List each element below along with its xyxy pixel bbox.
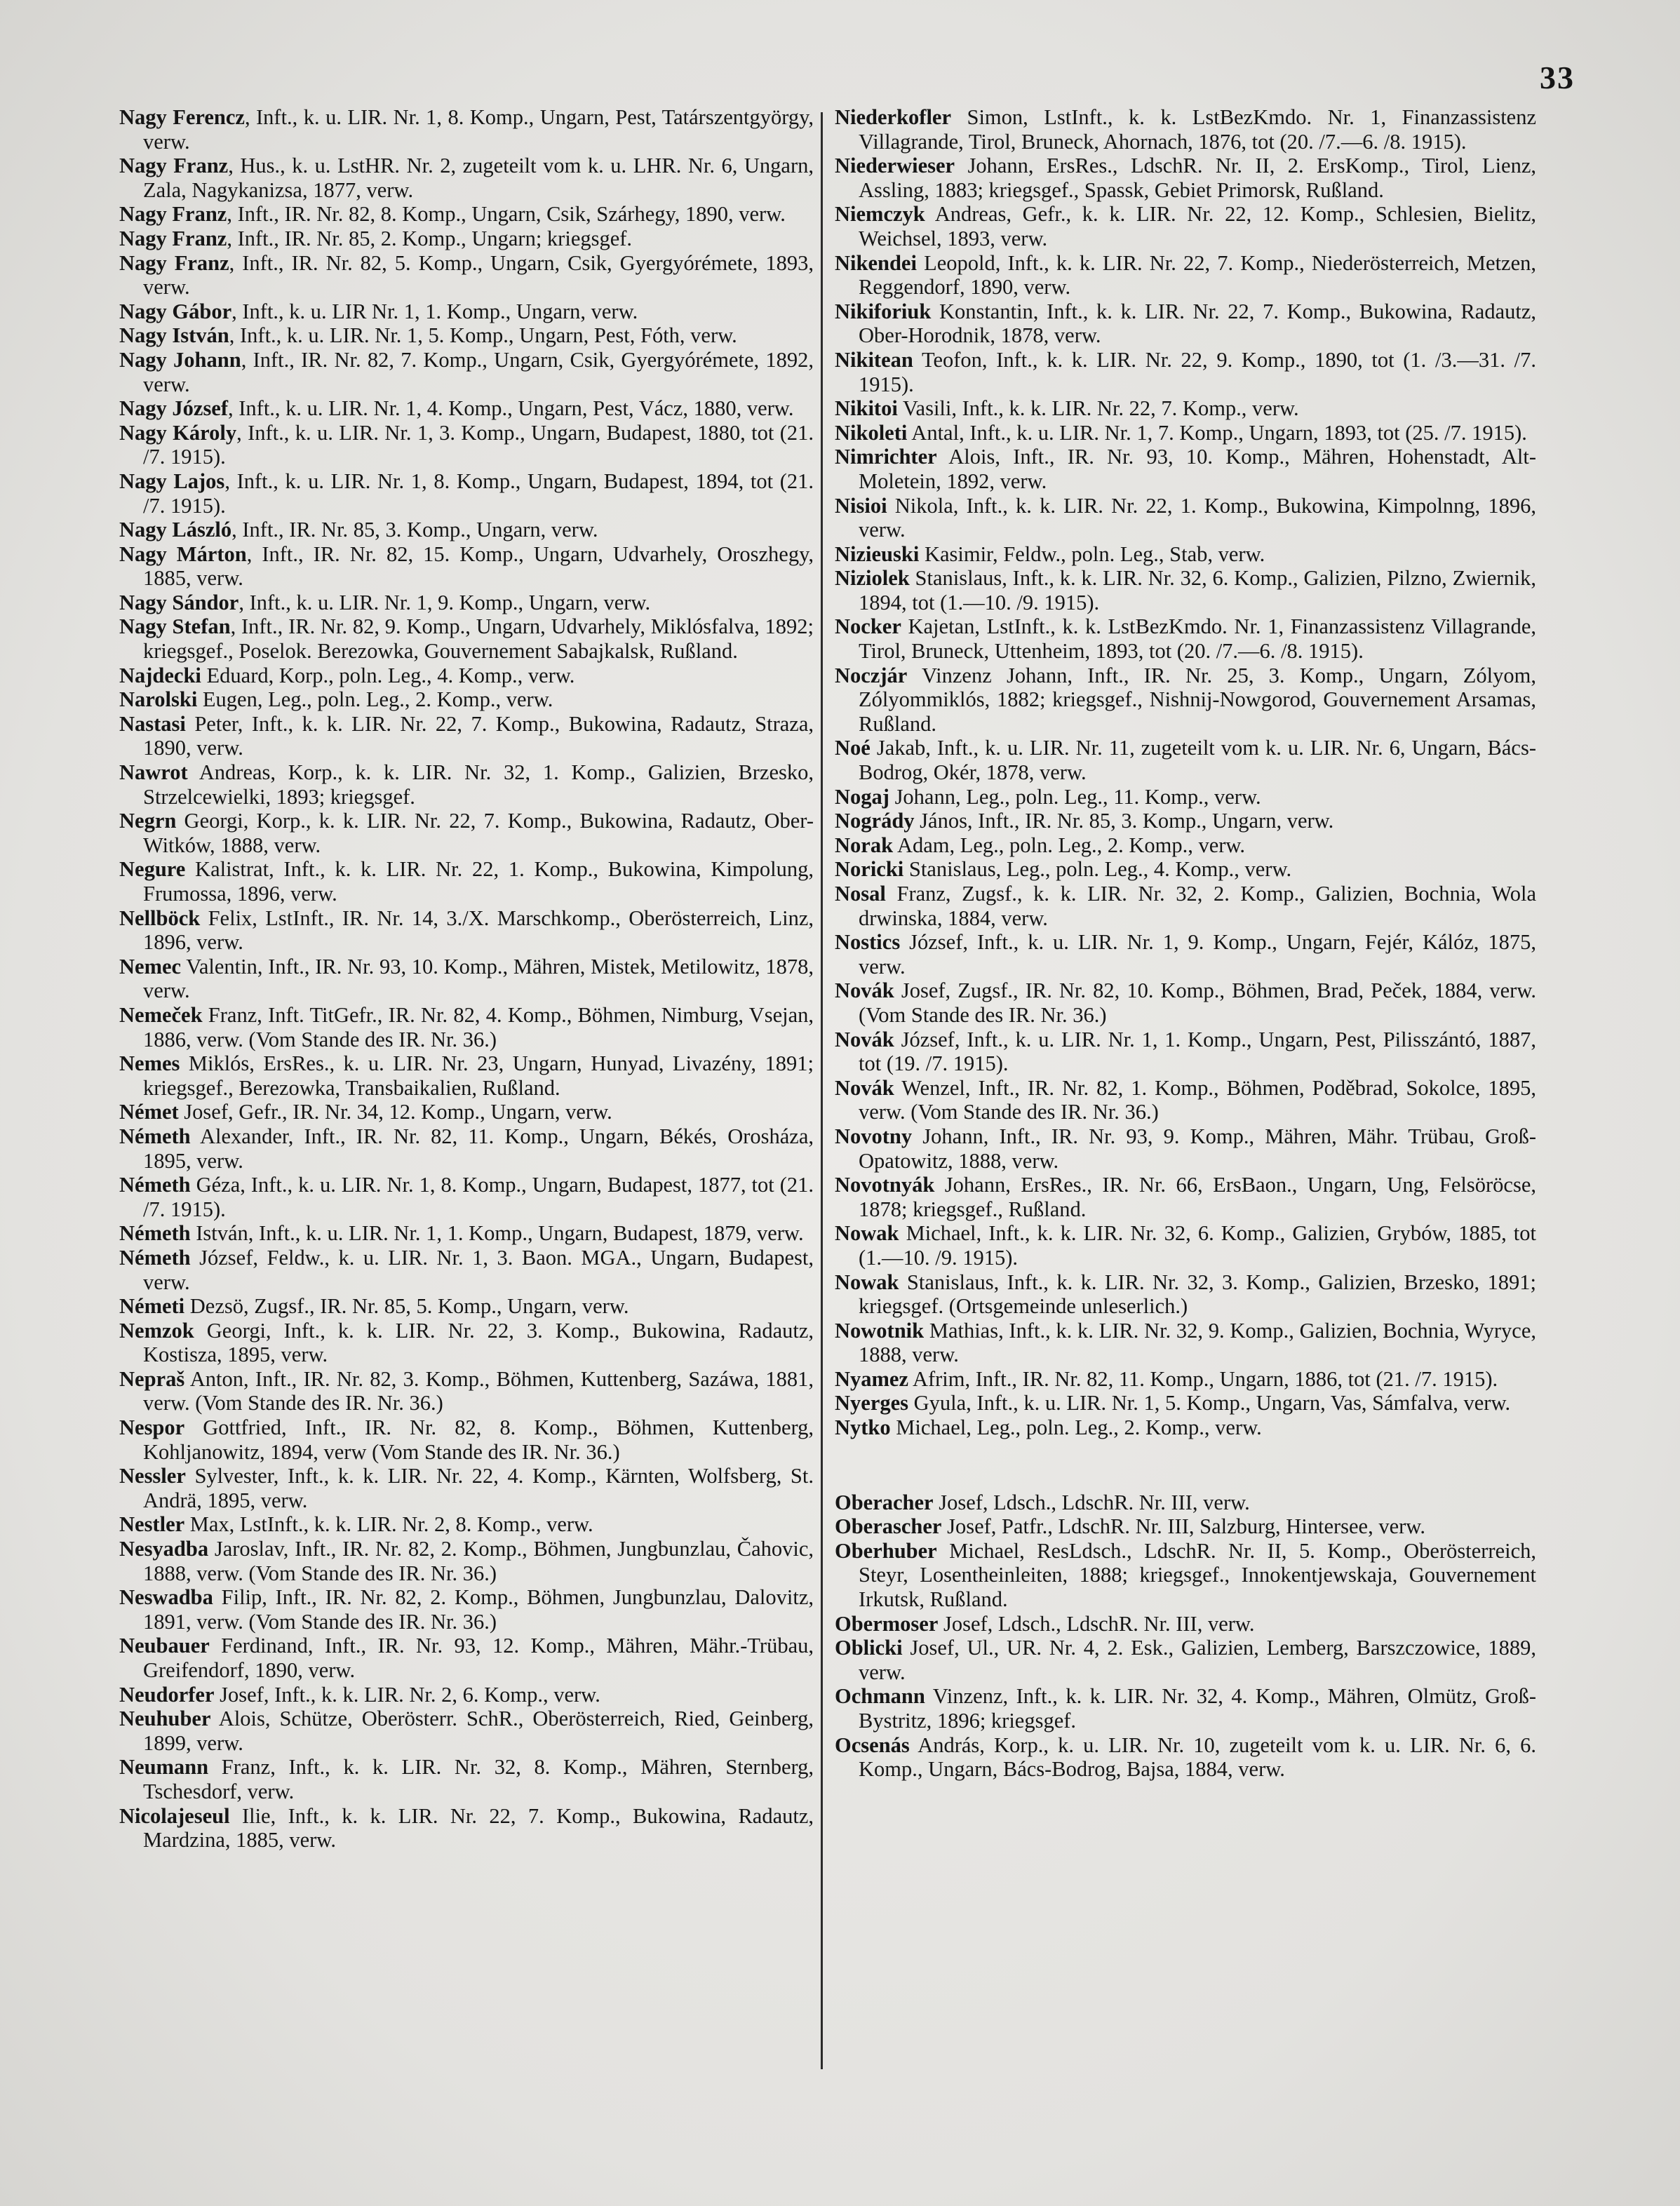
entry-details: Teofon, Inft., k. k. LIR. Nr. 22, 9. Komp., 1890, tot (1. /3.—31. /7. 1915).	[859, 347, 1536, 396]
entry-details: Konstantin, Inft., k. k. LIR. Nr. 22, 7. Komp., Bukowina, Radautz, Ober-Horodnik, 1878, verw.	[859, 299, 1536, 348]
entry-details: Kalistrat, Inft., k. k. LIR. Nr. 22, 1. Komp., Bukowina, Kimpolung, Frumossa, 1896, verw.	[143, 857, 814, 906]
entry-details: Andreas, Gefr., k. k. LIR. Nr. 22, 12. Komp., Schlesien, Bielitz, Weichsel, 1893, verw.	[859, 202, 1536, 250]
entry-surname: Németh	[119, 1124, 191, 1148]
entry-details: , Inft., IR. Nr. 82, 15. Komp., Ungarn, Udvarhely, Oroszhegy, 1885, verw.	[143, 542, 814, 591]
right-column-o-entries	[835, 1491, 1536, 1782]
entry-details: , Inft., k. u. LIR. Nr. 1, 9. Komp., Ungarn, verw.	[238, 590, 651, 614]
entry-details: Felix, LstInft., IR. Nr. 14, 3./X. Marschkomp., Oberösterreich, Linz, 1896, verw.	[143, 906, 814, 955]
register-entry	[119, 1051, 814, 1100]
entry-details: Eduard, Korp., poln. Leg., 4. Komp., verw.	[201, 663, 575, 687]
register-entry	[119, 1537, 814, 1585]
entry-surname: Negure	[119, 857, 186, 882]
register-entry	[835, 445, 1536, 493]
entry-surname: Nagy Stefan	[119, 614, 231, 639]
entry-details: , Inft., k. u. LIR. Nr. 1, 5. Komp., Ungarn, Pest, Fóth, verw.	[229, 323, 737, 348]
register-entry	[119, 251, 814, 300]
right-column	[835, 105, 1536, 1782]
page-number: 33	[1540, 60, 1575, 95]
register-entry	[835, 1491, 1536, 1515]
entry-details: Mathias, Inft., k. k. LIR. Nr. 32, 9. Komp., Galizien, Bochnia, Wyryce, 1888, verw.	[859, 1318, 1536, 1367]
entry-details: , Inft., k. u. LIR. Nr. 1, 4. Komp., Ungarn, Pest, Vácz, 1880, verw.	[228, 396, 794, 421]
column-divider	[821, 112, 823, 2069]
entry-details: Anton, Inft., IR. Nr. 82, 3. Komp., Böhmen, Kuttenberg, Sazáwa, 1881, verw. (Vom Stande des IR. Nr. 36.)	[143, 1366, 814, 1415]
register-entry	[835, 1319, 1536, 1367]
register-entry	[119, 712, 814, 760]
entry-details: , Inft., IR. Nr. 82, 8. Komp., Ungarn, Csik, Szárhegy, 1890, verw.	[227, 202, 786, 227]
register-entry	[119, 1319, 814, 1367]
register-entry	[835, 882, 1536, 930]
register-entry	[119, 105, 814, 154]
entry-details: Josef, Zugsf., IR. Nr. 82, 10. Komp., Böhmen, Brad, Peček, 1884, verw. (Vom Stande des IR. Nr. 36.)	[859, 978, 1536, 1027]
register-entry	[835, 1221, 1536, 1270]
entry-surname: Nemes	[119, 1051, 180, 1076]
entry-surname: Németh	[119, 1245, 191, 1270]
entry-surname: Oberascher	[835, 1514, 942, 1539]
entry-details: Stanislaus, Inft., k. k. LIR. Nr. 32, 3. Komp., Galizien, Brzesko, 1891; kriegsgef. (Ortsgemeinde unleserlich.)	[859, 1270, 1536, 1319]
entry-surname: Ocsenás	[835, 1733, 910, 1757]
entry-surname: Obermoser	[835, 1611, 939, 1636]
entry-surname: Nikoleti	[835, 420, 908, 445]
entry-details: , Inft., k. u. LIR. Nr. 1, 3. Komp., Ungarn, Budapest, 1880, tot (21. /7. 1915).	[143, 420, 814, 469]
register-entry	[835, 809, 1536, 833]
register-entry	[119, 1464, 814, 1512]
entry-surname: Niederkofler	[835, 105, 951, 129]
entry-details: , Hus., k. u. LstHR. Nr. 2, zugeteilt vom k. u. LHR. Nr. 6, Ungarn, Zala, Nagykanizsa, 1877, verw.	[143, 154, 814, 202]
register-entry	[119, 1512, 814, 1537]
register-entry	[119, 1246, 814, 1294]
entry-details: Ilie, Inft., k. k. LIR. Nr. 22, 7. Komp., Bukowina, Radautz, Mardzina, 1885, verw.	[143, 1803, 814, 1852]
entry-surname: Nessler	[119, 1464, 186, 1488]
entry-surname: Nikiforiuk	[835, 299, 932, 323]
register-entry	[119, 227, 814, 251]
entry-details: Sylvester, Inft., k. k. LIR. Nr. 22, 4. Komp., Kärnten, Wolfsberg, St. Andrä, 1895, verw.	[143, 1464, 814, 1512]
entry-details: Max, LstInft., k. k. LIR. Nr. 2, 8. Komp., verw.	[184, 1512, 593, 1537]
entry-surname: Oberacher	[835, 1490, 934, 1514]
entry-surname: Nagy Franz	[119, 202, 227, 227]
entry-details: András, Korp., k. u. LIR. Nr. 10, zugeteilt vom k. u. LIR. Nr. 6, 6. Komp., Ungarn, Bács-Bodrog, Bajsa, 1884, verw.	[859, 1733, 1536, 1782]
section-gap	[835, 1440, 1536, 1491]
entry-surname: Nemzok	[119, 1318, 194, 1343]
entry-details: Josef, Inft., k. k. LIR. Nr. 2, 6. Komp., verw.	[214, 1682, 600, 1707]
register-entry	[835, 1124, 1536, 1173]
register-entry	[835, 1636, 1536, 1684]
register-entry	[835, 978, 1536, 1027]
entry-details: , Inft., k. u. LIR. Nr. 1, 8. Komp., Ungarn, Pest, Tatárszentgyörgy, verw.	[143, 105, 814, 154]
entry-surname: Ochmann	[835, 1684, 925, 1709]
entry-surname: Nagy Lajos	[119, 469, 225, 493]
entry-surname: Nagy István	[119, 323, 229, 348]
register-entry	[835, 251, 1536, 300]
entry-details: , Inft., IR. Nr. 82, 7. Komp., Ungarn, Csik, Gyergyórémete, 1892, verw.	[143, 347, 814, 396]
entry-surname: Nimrichter	[835, 445, 937, 469]
register-entry	[119, 1683, 814, 1707]
entry-surname: Norak	[835, 833, 894, 857]
register-entry	[835, 300, 1536, 348]
entry-details: Franz, Zugsf., k. k. LIR. Nr. 32, 2. Komp., Galizien, Bochnia, Wola drwinska, 1884, verw.	[859, 882, 1536, 930]
register-entry	[835, 105, 1536, 154]
register-entry	[835, 785, 1536, 809]
entry-surname: Nikitoi	[835, 396, 898, 421]
entry-details: , Inft., IR. Nr. 85, 3. Komp., Ungarn, verw.	[231, 518, 598, 542]
entry-details: , Inft., k. u. LIR Nr. 1, 1. Komp., Ungarn, verw.	[231, 299, 638, 323]
entry-surname: Nicolajeseul	[119, 1803, 230, 1828]
register-entry	[835, 494, 1536, 542]
register-entry	[835, 614, 1536, 663]
register-entry	[119, 154, 814, 202]
entry-surname: Novák	[835, 1027, 894, 1051]
entry-details: Miklós, ErsRes., k. u. LIR. Nr. 23, Ungarn, Hunyad, Livazény, 1891; kriegsgef., Berezowka, Transbaikalien, Rußland.	[143, 1051, 814, 1100]
entry-surname: Nawrot	[119, 760, 188, 785]
entry-surname: Neubauer	[119, 1634, 210, 1658]
entry-details: Johann, ErsRes., LdschR. Nr. II, 2. ErsKomp., Tirol, Lienz, Assling, 1883; kriegsgef., Spassk, Gebiet Primorsk, Rußland.	[859, 154, 1536, 202]
entry-surname: Nesyadba	[119, 1537, 209, 1561]
entry-details: Josef, Patfr., LdschR. Nr. III, Salzburg, Hintersee, verw.	[941, 1514, 1425, 1539]
register-entry	[835, 664, 1536, 737]
entry-details: Kajetan, LstInft., k. k. LstBezKmdo. Nr. 1, Finanzassistenz Villagrande, Tirol, Bruneck, Uttenheim, 1893, tot (20. /7.—6. /8. 1915).	[859, 614, 1536, 664]
entry-surname: Nikendei	[835, 250, 917, 275]
register-entry	[835, 1270, 1536, 1319]
entry-details: , Inft., k. u. LIR. Nr. 1, 8. Komp., Ungarn, Budapest, 1894, tot (21. /7. 1915).	[143, 469, 814, 518]
entry-surname: Nemec	[119, 954, 182, 978]
entry-surname: Novotnyák	[835, 1173, 935, 1197]
entry-details: Leopold, Inft., k. k. LIR. Nr. 22, 7. Komp., Niederösterreich, Metzen, Reggendorf, 1890, verw.	[859, 250, 1536, 300]
register-entry	[119, 664, 814, 688]
entry-details: Georgi, Inft., k. k. LIR. Nr. 22, 3. Komp., Bukowina, Radautz, Kostisza, 1895, verw.	[143, 1318, 814, 1367]
register-entry	[119, 1124, 814, 1173]
register-entry	[119, 760, 814, 809]
register-entry	[835, 930, 1536, 978]
register-entry	[835, 1539, 1536, 1612]
register-entry	[119, 687, 814, 712]
entry-surname: Nowak	[835, 1221, 899, 1246]
right-column-n-entries	[835, 105, 1536, 1440]
entry-surname: Oberhuber	[835, 1538, 937, 1563]
entry-details: Michael, ResLdsch., LdschR. Nr. II, 5. Komp., Oberösterreich, Steyr, Losentheinleiten, 1888; kriegsgef., Innokentjewskaja, Gouvernement Irkutsk, Rußland.	[859, 1538, 1536, 1612]
register-entry	[835, 202, 1536, 250]
register-entry	[119, 1755, 814, 1803]
entry-surname: Nagy József	[119, 396, 229, 421]
register-entry	[119, 1804, 814, 1852]
entry-surname: Nagy Sándor	[119, 590, 239, 614]
register-entry	[119, 955, 814, 1003]
entry-details: Josef, Ul., UR. Nr. 4, 2. Esk., Galizien, Lemberg, Barszczowice, 1889, verw.	[859, 1636, 1536, 1684]
register-entry	[119, 469, 814, 518]
register-entry	[119, 1367, 814, 1415]
entry-details: Alexander, Inft., IR. Nr. 82, 11. Komp., Ungarn, Békés, Orosháza, 1895, verw.	[143, 1124, 814, 1173]
entry-surname: Nytko	[835, 1415, 891, 1440]
register-entry	[835, 1733, 1536, 1782]
register-entry	[119, 1707, 814, 1755]
entry-surname: Niziolek	[835, 566, 910, 591]
entry-surname: Nosal	[835, 882, 886, 906]
register-entry	[835, 1028, 1536, 1076]
entry-surname: Nostics	[835, 930, 901, 955]
entry-surname: Oblicki	[835, 1636, 903, 1660]
entry-details: , Inft., IR. Nr. 82, 5. Komp., Ungarn, Csik, Gyergyórémete, 1893, verw.	[143, 250, 814, 300]
entry-details: Dezsö, Zugsf., IR. Nr. 85, 5. Komp., Ungarn, verw.	[184, 1294, 629, 1319]
entry-details: Nikola, Inft., k. k. LIR. Nr. 22, 1. Komp., Bukowina, Kimpolnng, 1896, verw.	[859, 493, 1536, 542]
entry-surname: Nisioi	[835, 493, 887, 518]
register-entry	[119, 396, 814, 421]
register-entry	[119, 348, 814, 396]
entry-surname: Narolski	[119, 687, 198, 712]
register-entry	[119, 906, 814, 955]
entry-details: Vinzenz Johann, Inft., IR. Nr. 25, 3. Komp., Ungarn, Zólyom, Zólyommiklós, 1882; kriegsgef., Nishnij-Nowgorod, Gouvernement Arsamas, Rußland.	[859, 663, 1536, 736]
entry-surname: Németi	[119, 1294, 185, 1319]
entry-surname: Nagy Franz	[119, 154, 229, 178]
entry-surname: Novotny	[835, 1124, 913, 1148]
register-entry	[119, 1294, 814, 1319]
register-entry	[835, 154, 1536, 202]
entry-details: Stanislaus, Inft., k. k. LIR. Nr. 32, 6. Komp., Galizien, Pilzno, Zwiernik, 1894, tot (1.—10. /9. 1915).	[859, 566, 1536, 614]
entry-details: Vinzenz, Inft., k. k. LIR. Nr. 32, 4. Komp., Mähren, Olmütz, Groß-Bystritz, 1896; kriegsgef.	[859, 1684, 1536, 1733]
register-entry	[119, 809, 814, 857]
entry-surname: Nepraš	[119, 1366, 185, 1391]
entry-details: Josef, Ldsch., LdschR. Nr. III, verw.	[933, 1490, 1250, 1514]
entry-surname: Nogrády	[835, 809, 915, 833]
entry-details: József, Feldw., k. u. LIR. Nr. 1, 3. Baon. MGA., Ungarn, Budapest, verw.	[143, 1245, 814, 1294]
entry-surname: Neumann	[119, 1755, 209, 1780]
entry-surname: Németh	[119, 1173, 191, 1197]
register-entry	[119, 1585, 814, 1634]
register-entry	[835, 1076, 1536, 1124]
entry-surname: Nagy Károly	[119, 420, 237, 445]
entry-details: Andreas, Korp., k. k. LIR. Nr. 32, 1. Komp., Galizien, Brzesko, Strzelcewielki, 1893; kriegsgef.	[143, 760, 814, 809]
register-entry	[119, 591, 814, 615]
entry-details: Vasili, Inft., k. k. LIR. Nr. 22, 7. Komp., verw.	[897, 396, 1299, 421]
entry-details: Johann, Inft., IR. Nr. 93, 9. Komp., Mähren, Mähr. Trübau, Groß-Opatowitz, 1888, verw.	[859, 1124, 1536, 1173]
entry-details: , Inft., IR. Nr. 85, 2. Komp., Ungarn; kriegsgef.	[227, 226, 633, 250]
entry-surname: Novák	[835, 1075, 894, 1100]
entry-details: Adam, Leg., poln. Leg., 2. Komp., verw.	[893, 833, 1246, 857]
register-entry	[119, 518, 814, 542]
entry-details: Michael, Leg., poln. Leg., 2. Komp., verw.	[890, 1415, 1262, 1440]
entry-surname: Nastasi	[119, 711, 186, 736]
entry-surname: Nyerges	[835, 1391, 909, 1415]
register-entry	[835, 1367, 1536, 1392]
register-entry	[835, 542, 1536, 567]
entry-details: Georgi, Korp., k. k. LIR. Nr. 22, 7. Komp., Bukowina, Radautz, Ober-Witków, 1888, verw.	[143, 809, 814, 857]
entry-details: Antal, Inft., k. u. LIR. Nr. 1, 7. Komp., Ungarn, 1893, tot (25. /7. 1915).	[907, 420, 1527, 445]
entry-surname: Najdecki	[119, 663, 201, 687]
entry-surname: Negrn	[119, 809, 177, 833]
entry-details: Jakab, Inft., k. u. LIR. Nr. 11, zugeteilt vom k. u. LIR. Nr. 6, Ungarn, Bács-Bodrog, Okér, 1878, verw.	[859, 736, 1536, 785]
register-entry	[835, 1173, 1536, 1221]
entry-details: József, Inft., k. u. LIR. Nr. 1, 1. Komp., Ungarn, Pest, Pilisszántó, 1887, tot (19. /7. 1915).	[859, 1027, 1536, 1076]
entry-details: Stanislaus, Leg., poln. Leg., 4. Komp., verw.	[903, 857, 1292, 882]
register-entry	[835, 857, 1536, 882]
entry-surname: Nagy Gábor	[119, 299, 232, 323]
register-entry	[835, 1684, 1536, 1733]
entry-surname: Novák	[835, 978, 894, 1003]
entry-details: Valentin, Inft., IR. Nr. 93, 10. Komp., Mähren, Mistek, Metilowitz, 1878, verw.	[143, 954, 814, 1003]
register-entry	[835, 348, 1536, 396]
entry-surname: Nespor	[119, 1415, 185, 1440]
entry-details: Simon, LstInft., k. k. LstBezKmdo. Nr. 1, Finanzassistenz Villagrande, Tirol, Bruneck, Ahornach, 1876, tot (20. /7.—6. /8. 1915).	[859, 105, 1536, 154]
entry-surname: Nikitean	[835, 347, 913, 372]
entry-surname: Noricki	[835, 857, 904, 882]
entry-details: Peter, Inft., k. k. LIR. Nr. 22, 7. Komp., Bukowina, Radautz, Straza, 1890, verw.	[143, 711, 814, 760]
entry-surname: Nocker	[835, 614, 901, 639]
register-entry	[835, 833, 1536, 858]
entry-details: Johann, Leg., poln. Leg., 11. Komp., verw.	[889, 784, 1261, 809]
register-entry	[119, 1415, 814, 1464]
entry-details: Franz, Inft., k. k. LIR. Nr. 32, 8. Komp., Mähren, Sternberg, Tschesdorf, verw.	[143, 1755, 814, 1803]
register-entry	[835, 396, 1536, 421]
register-entry	[119, 542, 814, 591]
entry-surname: Nagy Márton	[119, 542, 247, 566]
entry-surname: Nizieuski	[835, 542, 920, 566]
entry-details: Géza, Inft., k. u. LIR. Nr. 1, 8. Komp., Ungarn, Budapest, 1877, tot (21. /7. 1915).	[143, 1173, 814, 1221]
entry-details: Alois, Schütze, Oberösterr. SchR., Oberösterreich, Ried, Geinberg, 1899, verw.	[143, 1707, 814, 1755]
entry-surname: Nestler	[119, 1512, 185, 1537]
register-entry	[835, 1612, 1536, 1636]
register-entry	[835, 1391, 1536, 1415]
register-entry	[119, 1221, 814, 1246]
register-entry	[119, 614, 814, 663]
entry-surname: Nagy Franz	[119, 226, 227, 250]
entry-surname: Németh	[119, 1221, 191, 1246]
entry-details: Eugen, Leg., poln. Leg., 2. Komp., verw.	[197, 687, 553, 712]
entry-details: Afrim, Inft., IR. Nr. 82, 11. Komp., Ungarn, 1886, tot (21. /7. 1915).	[908, 1366, 1498, 1391]
entry-surname: Niemczyk	[835, 202, 925, 227]
register-entry	[835, 1514, 1536, 1539]
entry-details: Ferdinand, Inft., IR. Nr. 93, 12. Komp., Mähren, Mähr.-Trübau, Greifendorf, 1890, verw.	[143, 1634, 814, 1682]
entry-surname: Nagy László	[119, 518, 232, 542]
entry-surname: Nowak	[835, 1270, 899, 1294]
entry-details: Josef, Gefr., IR. Nr. 34, 12. Komp., Ungarn, verw.	[178, 1100, 612, 1124]
entry-details: József, Inft., k. u. LIR. Nr. 1, 9. Komp., Ungarn, Fejér, Kálóz, 1875, verw.	[859, 930, 1536, 978]
register-entry	[835, 421, 1536, 445]
entry-details: Franz, Inft. TitGefr., IR. Nr. 82, 4. Komp., Böhmen, Nimburg, Vsejan, 1886, verw. (Vom Stande des IR. Nr. 36.)	[143, 1002, 814, 1051]
entry-details: Michael, Inft., k. k. LIR. Nr. 32, 6. Komp., Galizien, Grybów, 1885, tot (1.—10. /9. 1915).	[859, 1221, 1536, 1270]
register-entry	[835, 1415, 1536, 1440]
register-entry	[119, 300, 814, 324]
register-entry	[835, 566, 1536, 614]
entry-surname: Neuhuber	[119, 1707, 211, 1731]
entry-details: István, Inft., k. u. LIR. Nr. 1, 1. Komp., Ungarn, Budapest, 1879, verw.	[190, 1221, 804, 1246]
entry-details: Gyula, Inft., k. u. LIR. Nr. 1, 5. Komp., Ungarn, Vas, Sámfalva, verw.	[908, 1391, 1511, 1415]
entry-details: Gottfried, Inft., IR. Nr. 82, 8. Komp., Böhmen, Kuttenberg, Kohljanowitz, 1894, verw (Vom Stande des IR. Nr. 36.)	[143, 1415, 814, 1464]
entry-surname: Német	[119, 1100, 179, 1124]
register-entry	[119, 1173, 814, 1221]
entry-surname: Nemeček	[119, 1002, 203, 1027]
entry-surname: Neswadba	[119, 1585, 213, 1610]
entry-surname: Nagy Ferencz	[119, 105, 245, 129]
register-entry	[119, 323, 814, 348]
register-entry	[119, 1634, 814, 1682]
entry-surname: Nagy Johann	[119, 347, 241, 372]
register-entry	[119, 1003, 814, 1051]
register-entry	[119, 421, 814, 469]
register-entry	[119, 857, 814, 906]
entry-surname: Nagy Franz	[119, 250, 229, 275]
entry-surname: Noczjár	[835, 663, 908, 687]
entry-details: Johann, ErsRes., IR. Nr. 66, ErsBaon., Ungarn, Ung, Felsöröcse, 1878; kriegsgef., Rußland.	[859, 1173, 1536, 1221]
entry-details: Filip, Inft., IR. Nr. 82, 2. Komp., Böhmen, Jungbunzlau, Dalovitz, 1891, verw. (Vom Stande des IR. Nr. 36.)	[143, 1585, 814, 1634]
entry-details: , Inft., IR. Nr. 82, 9. Komp., Ungarn, Udvarhely, Miklósfalva, 1892; kriegsgef., Poselok. Berezowka, Gouvernement Sabajkalsk, Rußland.	[143, 614, 814, 664]
register-entry	[119, 1100, 814, 1124]
entry-details: Kasimir, Feldw., poln. Leg., Stab, verw.	[919, 542, 1265, 566]
entry-details: Josef, Ldsch., LdschR. Nr. III, verw.	[938, 1611, 1255, 1636]
register-entry	[119, 202, 814, 227]
entry-surname: Nowotnik	[835, 1318, 925, 1343]
entry-surname: Neudorfer	[119, 1682, 215, 1707]
entry-surname: Niederwieser	[835, 154, 955, 178]
left-column	[119, 105, 814, 1852]
entry-details: Alois, Inft., IR. Nr. 93, 10. Komp., Mähren, Hohenstadt, Alt-Moletein, 1892, verw.	[859, 445, 1536, 493]
entry-surname: Noé	[835, 736, 871, 760]
register-entry	[835, 736, 1536, 784]
entry-surname: Nellböck	[119, 906, 201, 930]
entry-details: Jaroslav, Inft., IR. Nr. 82, 2. Komp., Böhmen, Jungbunzlau, Čahovic, 1888, verw. (Vom Stande des IR. Nr. 36.)	[143, 1537, 814, 1585]
entry-surname: Nyamez	[835, 1366, 909, 1391]
entry-surname: Nogaj	[835, 784, 889, 809]
entry-details: Wenzel, Inft., IR. Nr. 82, 1. Komp., Böhmen, Poděbrad, Sokolce, 1895, verw. (Vom Stande des IR. Nr. 36.)	[859, 1075, 1536, 1124]
entry-details: János, Inft., IR. Nr. 85, 3. Komp., Ungarn, verw.	[914, 809, 1334, 833]
